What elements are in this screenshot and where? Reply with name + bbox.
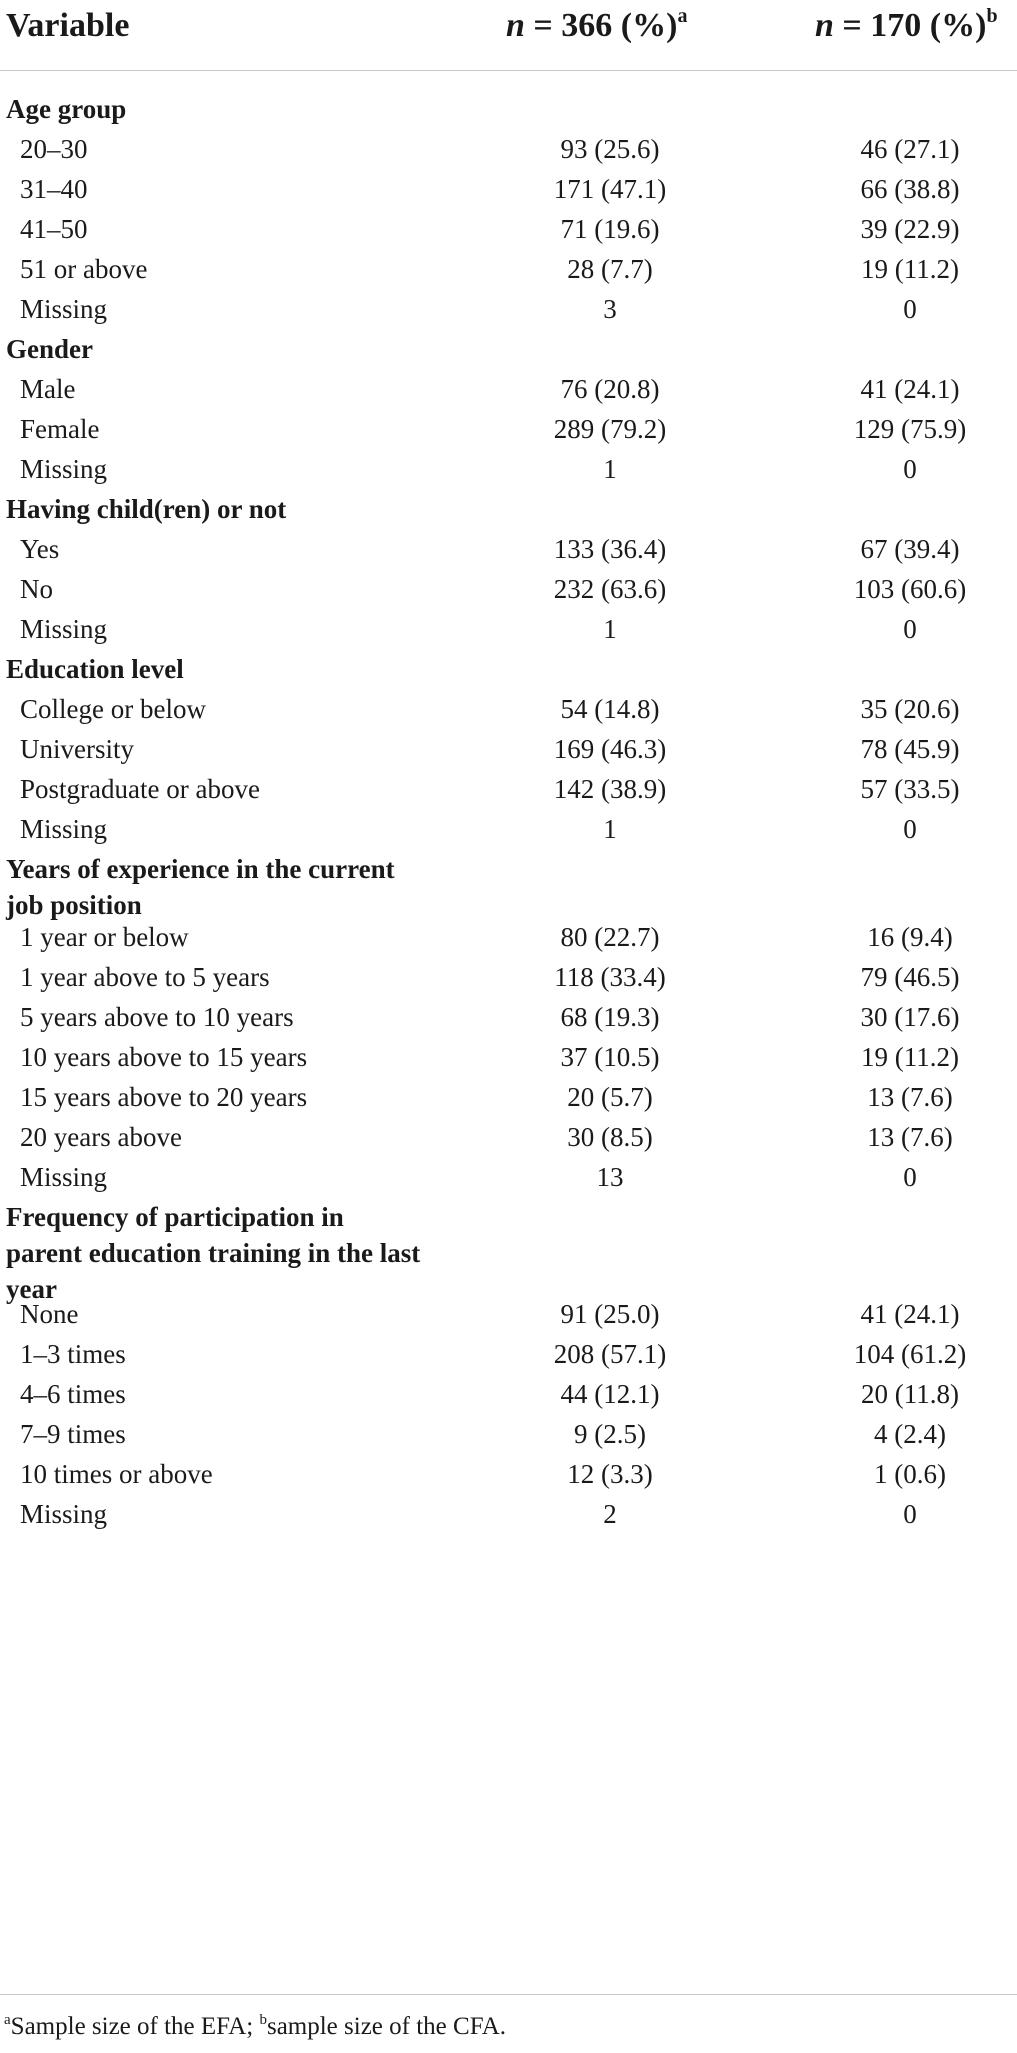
table-row: [0, 911, 1017, 951]
row-label: 1 year above to 5 years: [20, 962, 270, 992]
footnote-divider: [0, 1994, 1017, 1995]
efa-value: 142 (38.9): [553, 774, 667, 804]
efa-value: 1: [603, 454, 617, 484]
row-label: 51 or above: [20, 254, 148, 284]
table-row: [0, 1328, 1017, 1368]
table-row: [0, 603, 1017, 643]
row-label: No: [20, 574, 53, 604]
category-label: Gender: [6, 334, 93, 364]
header-efa-sample: [506, 6, 687, 46]
category-row: [0, 843, 1017, 920]
row-label: Missing: [20, 294, 108, 324]
efa-value: 232 (63.6): [553, 574, 667, 604]
efa-value: 171 (47.1): [553, 174, 667, 204]
efa-value: 54 (14.8): [560, 694, 660, 724]
cfa-value: 41 (24.1): [860, 374, 960, 404]
table-row: [0, 1288, 1017, 1328]
cfa-value: 46 (27.1): [860, 134, 960, 164]
cfa-value: 20 (11.8): [861, 1378, 959, 1409]
header-variable: Variable: [6, 7, 130, 44]
footnote-a-mark: a: [4, 2012, 11, 2028]
efa-value: 1: [603, 614, 617, 644]
footnote-a-text: Sample size of the EFA;: [10, 2013, 260, 2040]
table-row: [0, 683, 1017, 723]
cfa-value: 103 (60.6): [853, 574, 967, 604]
category-label: Years of experience in the current job position: [6, 854, 395, 920]
cfa-value: 0: [903, 614, 917, 644]
row-label: 15 years above to 20 years: [20, 1082, 308, 1112]
header-efa-text: = 366 (%): [524, 7, 678, 44]
table-row: [0, 443, 1017, 483]
cfa-value: 19 (11.2): [861, 254, 959, 284]
row-label: Missing: [20, 614, 108, 644]
table-row: [0, 1408, 1017, 1448]
cfa-value: 4 (2.4): [874, 1418, 946, 1449]
footnote-b-mark: b: [259, 2012, 267, 2028]
efa-value: 44 (12.1): [560, 1378, 660, 1409]
header-cfa-sample: [815, 6, 998, 46]
cfa-value: 39 (22.9): [860, 214, 960, 244]
efa-value: 12 (3.3): [567, 1458, 653, 1489]
table-row: [0, 283, 1017, 323]
efa-value: 30 (8.5): [567, 1122, 653, 1152]
table-row: [0, 203, 1017, 243]
table-row: [0, 723, 1017, 763]
table-row: [0, 1368, 1017, 1408]
cfa-value: 16 (9.4): [867, 922, 953, 952]
row-label: Missing: [20, 1498, 108, 1529]
category-row: [0, 83, 1017, 123]
cfa-value: 0: [903, 294, 917, 324]
cfa-value: 30 (17.6): [860, 1002, 960, 1032]
cfa-value: 79 (46.5): [860, 962, 960, 992]
row-label: Yes: [20, 534, 60, 564]
efa-value: 71 (19.6): [560, 214, 660, 244]
row-label: Missing: [20, 1162, 108, 1192]
cfa-value: 57 (33.5): [860, 774, 960, 804]
table-row: [0, 763, 1017, 803]
efa-value: 169 (46.3): [553, 734, 667, 764]
category-row: [0, 483, 1017, 523]
category-label: Having child(ren) or not: [6, 494, 287, 524]
cfa-value: 67 (39.4): [860, 534, 960, 564]
table-row: [0, 1448, 1017, 1488]
header-cfa-sup: b: [986, 5, 998, 27]
row-label: 5 years above to 10 years: [20, 1002, 294, 1032]
cfa-value: 78 (45.9): [860, 734, 960, 764]
cfa-value: 0: [903, 454, 917, 484]
table-row: [0, 1488, 1017, 1528]
efa-value: 28 (7.7): [567, 254, 653, 284]
efa-value: 118 (33.4): [554, 962, 666, 992]
row-label: 20–30: [20, 134, 88, 164]
row-label: Female: [20, 414, 100, 444]
table-footnote: [4, 2010, 506, 2044]
header-cfa-n: n: [815, 7, 834, 44]
row-label: None: [20, 1298, 79, 1329]
cfa-value: 1 (0.6): [874, 1458, 946, 1489]
row-label: 41–50: [20, 214, 88, 244]
table-row: [0, 243, 1017, 283]
table-row: [0, 991, 1017, 1031]
cfa-value: 66 (38.8): [860, 174, 960, 204]
efa-value: 68 (19.3): [560, 1002, 660, 1032]
row-label: University: [20, 734, 134, 764]
table-row: [0, 363, 1017, 403]
efa-value: 93 (25.6): [560, 134, 660, 164]
cfa-value: 0: [903, 1162, 917, 1192]
table-row: [0, 1031, 1017, 1071]
cfa-value: 0: [903, 814, 917, 844]
header-efa-n: n: [506, 7, 525, 44]
table-row: [0, 523, 1017, 563]
efa-value: 91 (25.0): [560, 1298, 660, 1329]
row-label: 31–40: [20, 174, 88, 204]
row-label: Missing: [20, 814, 108, 844]
table-row: [0, 803, 1017, 843]
category-label: Education level: [6, 654, 184, 684]
table-row: [0, 163, 1017, 203]
category-row: [0, 643, 1017, 683]
efa-value: 1: [603, 814, 617, 844]
table-row: [0, 1151, 1017, 1191]
efa-value: 76 (20.8): [560, 374, 660, 404]
row-label: 10 times or above: [20, 1458, 213, 1489]
efa-value: 13: [596, 1162, 624, 1192]
table-row: [0, 403, 1017, 443]
table-header: [0, 0, 1017, 71]
row-label: 10 years above to 15 years: [20, 1042, 308, 1072]
row-label: Male: [20, 374, 76, 404]
table-row: [0, 123, 1017, 163]
efa-value: 37 (10.5): [560, 1042, 660, 1072]
cfa-value: 104 (61.2): [853, 1338, 967, 1369]
cfa-value: 13 (7.6): [867, 1122, 953, 1152]
table-row: [0, 951, 1017, 991]
row-label: Missing: [20, 454, 108, 484]
table-row: [0, 563, 1017, 603]
category-label: Frequency of participation in parent education training in the last year: [6, 1202, 421, 1304]
header-efa-sup: a: [677, 5, 688, 27]
efa-value: 80 (22.7): [560, 922, 660, 952]
efa-value: 20 (5.7): [567, 1082, 653, 1112]
efa-value: 289 (79.2): [553, 414, 667, 444]
cfa-value: 13 (7.6): [867, 1082, 953, 1112]
cfa-value: 35 (20.6): [860, 694, 960, 724]
header-cfa-text: = 170 (%): [833, 7, 987, 44]
efa-value: 133 (36.4): [553, 534, 667, 564]
row-label: 1–3 times: [20, 1338, 126, 1369]
efa-value: 2: [603, 1498, 617, 1529]
row-label: Postgraduate or above: [20, 774, 260, 804]
efa-value: 9 (2.5): [574, 1418, 646, 1449]
efa-value: 3: [603, 294, 617, 324]
row-label: 20 years above: [20, 1122, 182, 1152]
cfa-value: 19 (11.2): [861, 1042, 959, 1072]
row-label: 7–9 times: [20, 1418, 126, 1449]
row-label: College or below: [20, 694, 206, 724]
cfa-value: 0: [903, 1498, 917, 1529]
efa-value: 208 (57.1): [553, 1338, 667, 1369]
footnote-b-text: sample size of the CFA.: [266, 2013, 507, 2040]
row-label: 1 year or below: [20, 922, 189, 952]
table-row: [0, 1071, 1017, 1111]
category-row: [0, 323, 1017, 363]
category-row: [0, 1191, 1017, 1304]
table-row: [0, 1111, 1017, 1151]
cfa-value: 129 (75.9): [853, 414, 967, 444]
row-label: 4–6 times: [20, 1378, 126, 1409]
category-label: Age group: [6, 94, 127, 124]
cfa-value: 41 (24.1): [860, 1298, 960, 1329]
